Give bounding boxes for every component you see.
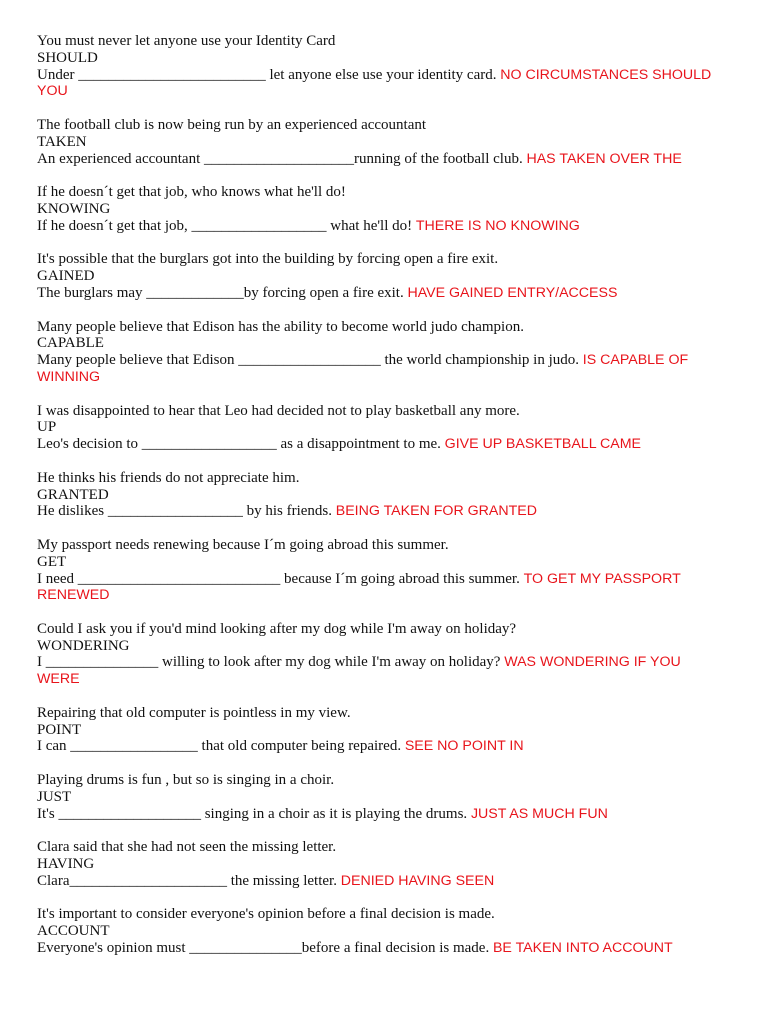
- keyword: CAPABLE: [37, 335, 104, 352]
- rewrite-line: [37, 654, 727, 688]
- rewrite-prompt: Leo's decision to __________________ as a disappointment to me.: [37, 436, 441, 453]
- rewrite-prompt: An experienced accountant ____________________running of the football club.: [37, 150, 523, 167]
- rewrite-line: [37, 503, 727, 520]
- rewrite-prompt: Under _________________________ let anyone else use your identity card.: [37, 66, 497, 83]
- answer: BE TAKEN INTO ACCOUNT: [492, 940, 673, 957]
- rewrite-prompt: Many people believe that Edison ___________________ the world championship in judo.: [37, 352, 580, 369]
- exercise-item: [37, 772, 727, 822]
- keyword: SHOULD: [37, 49, 98, 66]
- answer: JUST AS MUCH FUN: [470, 805, 608, 822]
- exercise-item: [37, 117, 727, 167]
- keyword: UP: [37, 419, 57, 436]
- answer: THERE IS NO KNOWING: [415, 217, 580, 234]
- rewrite-line: [37, 940, 727, 957]
- rewrite-prompt: It's ___________________ singing in a choir as it is playing the drums.: [37, 805, 468, 822]
- answer: HAVE GAINED ENTRY/ACCESS: [407, 284, 618, 301]
- keyword: JUST: [37, 788, 72, 805]
- original-sentence: If he doesn´t get that job, who knows what he'll do!: [37, 184, 346, 201]
- keyword: TAKEN: [37, 133, 87, 150]
- exercise-item: [37, 537, 727, 604]
- keyword: GAINED: [37, 268, 95, 285]
- answer: HAS TAKEN OVER THE: [526, 150, 682, 167]
- rewrite-prompt: I _______________ willing to look after my dog while I'm away on holiday?: [37, 654, 501, 671]
- exercise-item: [37, 33, 727, 100]
- original-sentence: It's possible that the burglars got into the building by forcing open a fire exit.: [37, 251, 499, 268]
- original-sentence: Repairing that old computer is pointless in my view.: [37, 704, 351, 721]
- keyword: GRANTED: [37, 486, 109, 503]
- original-sentence: I was disappointed to hear that Leo had decided not to play basketball any more.: [37, 402, 520, 419]
- exercise-item: [37, 184, 727, 234]
- rewrite-prompt: If he doesn´t get that job, __________________ what he'll do!: [37, 217, 413, 234]
- answer: SEE NO POINT IN: [404, 738, 524, 755]
- original-sentence: Clara said that she had not seen the missing letter.: [37, 839, 337, 856]
- rewrite-line: [37, 352, 727, 386]
- keyword: HAVING: [37, 856, 95, 873]
- original-sentence: You must never let anyone use your Identity Card: [37, 33, 336, 49]
- answer: IS CAPABLE OF WINNING: [37, 352, 689, 385]
- rewrite-line: [37, 571, 727, 605]
- answer: WAS WONDERING IF YOU WERE: [37, 654, 681, 688]
- exercise-item: [37, 839, 727, 889]
- keyword: ACCOUNT: [37, 923, 110, 940]
- rewrite-line: [37, 67, 727, 101]
- rewrite-line: [37, 738, 727, 755]
- answer: GIVE UP BASKETBALL CAME: [444, 436, 641, 453]
- rewrite-line: [37, 873, 727, 890]
- answer: BEING TAKEN FOR GRANTED: [335, 503, 538, 520]
- rewrite-line: [37, 806, 727, 823]
- rewrite-line: [37, 436, 727, 453]
- keyword: KNOWING: [37, 200, 111, 217]
- exercise-item: [37, 319, 727, 386]
- original-sentence: It's important to consider everyone's opinion before a final decision is made.: [37, 906, 495, 923]
- exercise-item: [37, 251, 727, 301]
- original-sentence: He thinks his friends do not appreciate him.: [37, 469, 300, 486]
- rewrite-line: [37, 218, 727, 235]
- original-sentence: Playing drums is fun , but so is singing in a choir.: [37, 772, 335, 789]
- original-sentence: Many people believe that Edison has the ability to become world judo champion.: [37, 318, 524, 335]
- exercise-document: [37, 33, 727, 974]
- answer: NO CIRCUMSTANCES SHOULD YOU: [37, 66, 712, 100]
- keyword: POINT: [37, 721, 82, 738]
- rewrite-prompt: I can _________________ that old computer being repaired.: [37, 738, 402, 755]
- rewrite-prompt: Everyone's opinion must _______________before a final decision is made.: [37, 940, 490, 957]
- keyword: GET: [37, 553, 67, 570]
- rewrite-line: [37, 151, 727, 168]
- rewrite-prompt: He dislikes __________________ by his friends.: [37, 503, 332, 520]
- original-sentence: The football club is now being run by an experienced accountant: [37, 116, 427, 133]
- exercise-item: [37, 621, 727, 688]
- exercise-item: [37, 906, 727, 956]
- original-sentence: My passport needs renewing because I´m going abroad this summer.: [37, 536, 449, 553]
- rewrite-line: [37, 285, 727, 302]
- answer: TO GET MY PASSPORT RENEWED: [37, 570, 681, 604]
- answer: DENIED HAVING SEEN: [340, 872, 495, 889]
- keyword: WONDERING: [37, 637, 130, 654]
- exercise-item: [37, 403, 727, 453]
- rewrite-prompt: I need ___________________________ because I´m going abroad this summer.: [37, 570, 520, 587]
- original-sentence: Could I ask you if you'd mind looking after my dog while I'm away on holiday?: [37, 620, 517, 637]
- rewrite-prompt: Clara_____________________ the missing letter.: [37, 872, 337, 889]
- exercise-item: [37, 470, 727, 520]
- rewrite-prompt: The burglars may _____________by forcing open a fire exit.: [37, 284, 404, 301]
- exercise-item: [37, 705, 727, 755]
